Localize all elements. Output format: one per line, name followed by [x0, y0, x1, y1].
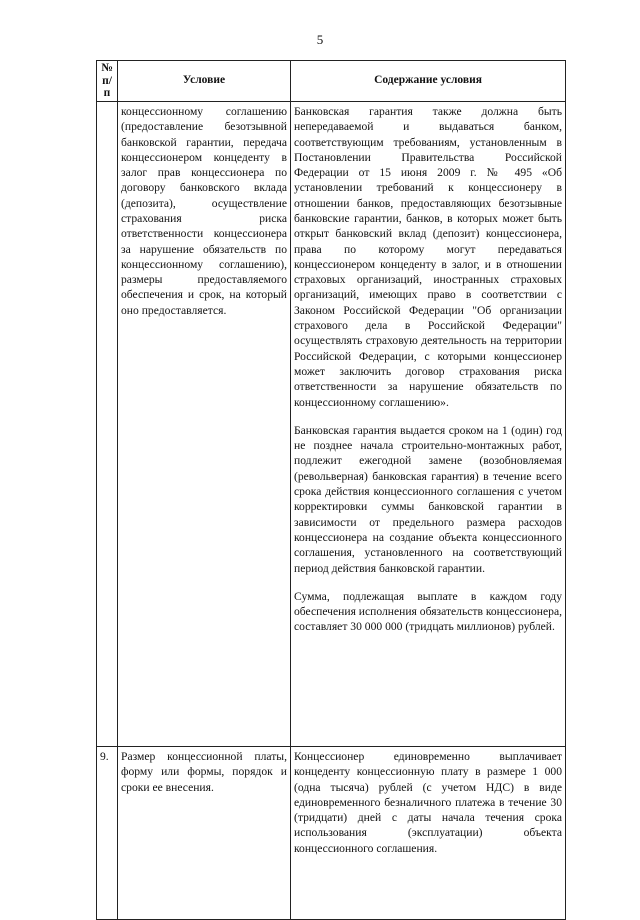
header-condition: Условие [118, 61, 291, 102]
content-paragraph: Банковская гарантия выдается сроком на 1 (один) год не позднее начала строительно-монтажных работ, подлежит ежегодной замене (возобновляемая (револьверная) банковская гарантия) в течение всего срока действия концессионного соглашения с учетом корректировки суммы банковской гарантии в зависимости от предельного размера расходов концессионера на создание объекта концессионного соглашения, установленного на соответствующий период действия банковской гарантии. [294, 423, 562, 575]
content-cell [291, 746, 566, 919]
header-num: № п/п [97, 61, 118, 102]
row-number: 9. [97, 746, 118, 919]
header-content: Содержание условия [291, 61, 566, 102]
conditions-table [96, 60, 566, 920]
condition-cell: Размер концессионной платы, форму или формы, порядок и сроки ее внесения. [118, 746, 291, 919]
table-row [97, 101, 566, 746]
table-row [97, 746, 566, 919]
content-paragraph: Сумма, подлежащая выплате в каждом году обеспечения исполнения обязательств концессионера, составляет 30 000 000 (тридцать миллионов) рублей. [294, 589, 562, 634]
row-number [97, 101, 118, 746]
table-header-row [97, 61, 566, 102]
page-number: 5 [316, 32, 324, 47]
content-paragraph: Банковская гарантия также должна быть непередаваемой и выдаваться банком, соответствующим требованиям, установленным в Постановлении Правительства Российской Федерации от 15 июня 2009 г. № 495 «Об установлении требований к концессионеру в отношении банков, предоставляющих безотзывные банковские гарантии, банков, в которых может быть открыт банковский вклад (депозит) концессионера, права по которому могут передаваться концессионером концеденту в залог, и в отношении страховых организаций, иностранных страховых организаций, имеющих право в соответствии с Законом Российской Федерации "Об организации страхового дела в Российской Федерации" осуществлять страховую деятельность на территории Российской Федерации, с которыми концессионер может заключить договор страхования риска ответственности за нарушение обязательств по концессионному соглашению». [294, 104, 562, 409]
condition-cell: концессионному соглашению (предоставление безотзывной банковской гарантии, передача концессионером концеденту в залог прав концессионера по договору банковского вклада (депозита), осуществление страхования риска ответственности концессионера за нарушение обязательств по концессионному соглашению), размеры предоставляемого обеспечения и срок, на который оно предоставляется. [118, 101, 291, 746]
content-paragraph: Концессионер единовременно выплачивает концеденту концессионную плату в размере 1 000 (одна тысяча) рублей (с учетом НДС) в виде единовременного безналичного платежа в течение 30 (тридцати) дней с даты начала течения срока использования (эксплуатации) объекта концессионного соглашения. [294, 749, 562, 855]
content-cell [291, 101, 566, 746]
